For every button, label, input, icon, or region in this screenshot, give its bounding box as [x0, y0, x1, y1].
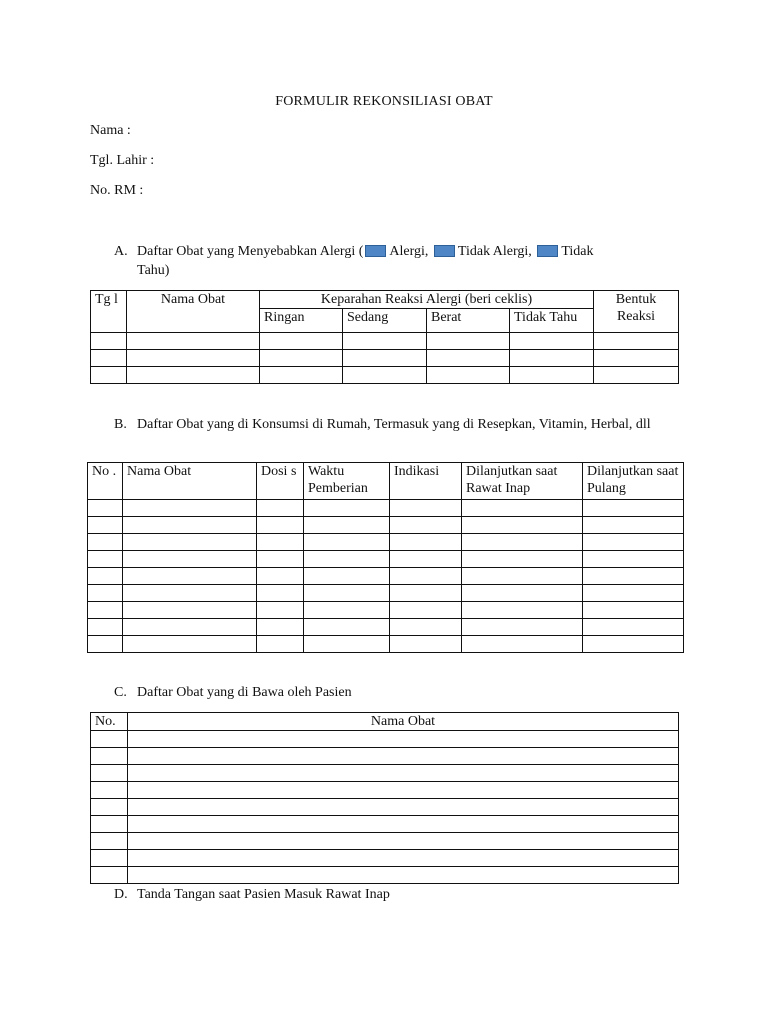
- brought-medication-table: [90, 712, 679, 884]
- table-cell[interactable]: [257, 568, 304, 585]
- table-cell[interactable]: [462, 534, 583, 551]
- table-cell[interactable]: [257, 585, 304, 602]
- table-cell[interactable]: [91, 350, 127, 367]
- table-cell[interactable]: [594, 333, 679, 350]
- table-cell[interactable]: [304, 636, 390, 653]
- table-cell[interactable]: [257, 636, 304, 653]
- table-row: [88, 500, 684, 517]
- table-cell[interactable]: [462, 500, 583, 517]
- header-nama-obat: Nama Obat: [127, 291, 260, 333]
- table-row: [88, 568, 684, 585]
- table-cell[interactable]: [91, 731, 128, 748]
- table-cell[interactable]: [88, 636, 123, 653]
- table-cell[interactable]: [91, 782, 128, 799]
- table-cell[interactable]: [390, 636, 462, 653]
- table-cell[interactable]: [390, 602, 462, 619]
- checkbox-tidak-alergi[interactable]: [434, 245, 455, 257]
- table-row: [88, 636, 684, 653]
- section-d-letter: D.: [114, 887, 128, 902]
- field-nama: Nama :: [90, 123, 131, 138]
- column-header: Waktu Pemberian: [304, 463, 390, 500]
- section-b-text: Daftar Obat yang di Konsumsi di Rumah, Termasuk yang di Resepkan, Vitamin, Herbal, dll: [137, 417, 651, 432]
- table-row: [91, 731, 679, 748]
- column-header: Dosi s: [257, 463, 304, 500]
- checkbox-tidak-tahu[interactable]: [537, 245, 558, 257]
- table-cell[interactable]: [88, 602, 123, 619]
- table-cell[interactable]: [304, 602, 390, 619]
- table-cell[interactable]: [304, 619, 390, 636]
- table-cell[interactable]: [304, 500, 390, 517]
- table-cell[interactable]: [128, 731, 679, 748]
- table-cell[interactable]: [462, 568, 583, 585]
- table-cell[interactable]: [462, 551, 583, 568]
- table-cell[interactable]: [594, 350, 679, 367]
- table-cell[interactable]: [257, 500, 304, 517]
- table-cell[interactable]: [390, 551, 462, 568]
- table-cell[interactable]: [91, 816, 128, 833]
- table-row: [91, 816, 679, 833]
- table-row: [88, 619, 684, 636]
- table-cell[interactable]: [583, 517, 684, 534]
- table-cell[interactable]: [594, 367, 679, 384]
- table-cell[interactable]: [128, 867, 679, 884]
- table-cell[interactable]: [128, 748, 679, 765]
- table-cell[interactable]: [123, 636, 257, 653]
- table-cell[interactable]: [123, 568, 257, 585]
- table-cell[interactable]: [390, 517, 462, 534]
- table-row: [91, 350, 679, 367]
- table-cell[interactable]: [91, 765, 128, 782]
- section-d-text: Tanda Tangan saat Pasien Masuk Rawat Inap: [137, 887, 390, 902]
- section-c-heading: [114, 683, 674, 702]
- section-b-letter: B.: [114, 417, 127, 432]
- table-cell[interactable]: [123, 619, 257, 636]
- table-cell[interactable]: [304, 585, 390, 602]
- table-cell[interactable]: [427, 367, 510, 384]
- table-cell[interactable]: [304, 517, 390, 534]
- column-header: Indikasi: [390, 463, 462, 500]
- table-cell[interactable]: [427, 350, 510, 367]
- table-row: [91, 367, 679, 384]
- table-cell[interactable]: [128, 799, 679, 816]
- checkbox-alergi[interactable]: [365, 245, 386, 257]
- section-c-letter: C.: [114, 685, 127, 700]
- option-alergi: Alergi,: [389, 244, 429, 259]
- table-row: [88, 517, 684, 534]
- table-cell[interactable]: [260, 333, 343, 350]
- table-cell[interactable]: [91, 333, 127, 350]
- header-berat: Berat: [427, 309, 510, 333]
- option-tidak-alergi: Tidak Alergi,: [457, 244, 532, 259]
- table-cell[interactable]: [583, 568, 684, 585]
- header-tgl: Tg l: [91, 291, 127, 333]
- table-cell[interactable]: [510, 367, 594, 384]
- table-cell[interactable]: [304, 568, 390, 585]
- table-cell[interactable]: [260, 350, 343, 367]
- table-cell[interactable]: [462, 619, 583, 636]
- table-cell[interactable]: [91, 833, 128, 850]
- form-title: FORMULIR REKONSILIASI OBAT: [275, 94, 493, 109]
- section-c-text: Daftar Obat yang di Bawa oleh Pasien: [137, 685, 352, 700]
- table-cell[interactable]: [583, 534, 684, 551]
- table-cell[interactable]: [583, 619, 684, 636]
- table-cell[interactable]: [343, 350, 427, 367]
- table-cell[interactable]: [128, 765, 679, 782]
- table-row: [91, 850, 679, 867]
- table-cell[interactable]: [91, 748, 128, 765]
- table-cell[interactable]: [88, 619, 123, 636]
- allergy-table: [90, 290, 679, 384]
- table-cell[interactable]: [390, 619, 462, 636]
- table-cell[interactable]: [583, 602, 684, 619]
- table-cell[interactable]: [88, 517, 123, 534]
- table-cell[interactable]: [127, 350, 260, 367]
- table-cell[interactable]: [88, 585, 123, 602]
- table-cell[interactable]: [91, 850, 128, 867]
- table-cell[interactable]: [91, 367, 127, 384]
- table-cell[interactable]: [123, 602, 257, 619]
- table-row: [91, 782, 679, 799]
- table-cell[interactable]: [427, 333, 510, 350]
- table-cell[interactable]: [91, 799, 128, 816]
- table-row: [88, 602, 684, 619]
- table-cell[interactable]: [123, 551, 257, 568]
- table-cell[interactable]: [462, 517, 583, 534]
- table-cell[interactable]: [462, 585, 583, 602]
- table-cell[interactable]: [128, 833, 679, 850]
- table-cell[interactable]: [343, 333, 427, 350]
- table-cell[interactable]: [462, 636, 583, 653]
- table-cell[interactable]: [343, 367, 427, 384]
- header-ringan: Ringan: [260, 309, 343, 333]
- header-sedang: Sedang: [343, 309, 427, 333]
- column-header: Nama Obat: [128, 713, 679, 731]
- table-row: [91, 833, 679, 850]
- table-cell[interactable]: [257, 619, 304, 636]
- table-cell[interactable]: [128, 816, 679, 833]
- table-cell[interactable]: [583, 636, 684, 653]
- table-row: [91, 748, 679, 765]
- table-cell[interactable]: [583, 551, 684, 568]
- table-cell[interactable]: [127, 367, 260, 384]
- section-a-letter: A.: [114, 244, 128, 259]
- table-cell[interactable]: [257, 534, 304, 551]
- table-row: [88, 551, 684, 568]
- table-cell[interactable]: [304, 534, 390, 551]
- table-cell[interactable]: [257, 602, 304, 619]
- section-d-heading: [114, 885, 674, 904]
- header-keparahan: Keparahan Reaksi Alergi (beri ceklis): [260, 291, 594, 309]
- table-cell[interactable]: [390, 534, 462, 551]
- table-cell[interactable]: [462, 602, 583, 619]
- field-tgl-lahir: Tgl. Lahir :: [90, 153, 155, 168]
- table-cell[interactable]: [88, 551, 123, 568]
- table-row: [91, 867, 679, 884]
- table-cell[interactable]: [127, 333, 260, 350]
- table-cell[interactable]: [390, 585, 462, 602]
- table-cell[interactable]: [128, 782, 679, 799]
- table-row: [88, 534, 684, 551]
- table-cell[interactable]: [583, 585, 684, 602]
- table-cell[interactable]: [390, 568, 462, 585]
- field-no-rm: No. RM :: [90, 183, 144, 198]
- table-cell[interactable]: [88, 568, 123, 585]
- table-cell[interactable]: [510, 350, 594, 367]
- table-cell[interactable]: [88, 500, 123, 517]
- table-cell[interactable]: [123, 534, 257, 551]
- option-tidak-tahu: Tidak: [561, 244, 594, 259]
- column-header: No.: [91, 713, 128, 731]
- column-header: Dilanjutkan saat Rawat Inap: [462, 463, 583, 500]
- table-cell[interactable]: [583, 500, 684, 517]
- home-medication-table: [87, 462, 684, 653]
- header-bentuk-reaksi: Bentuk Reaksi: [594, 291, 679, 333]
- table-row: [88, 585, 684, 602]
- table-cell[interactable]: [123, 500, 257, 517]
- section-a-heading: [114, 242, 674, 280]
- table-cell[interactable]: [123, 585, 257, 602]
- option-tidak-tahu-cont: Tahu): [137, 263, 170, 278]
- section-a-text: Daftar Obat yang Menyebabkan Alergi (: [137, 244, 364, 259]
- table-cell[interactable]: [260, 367, 343, 384]
- section-b-heading: [114, 415, 674, 435]
- table-row: [91, 799, 679, 816]
- table-cell[interactable]: [128, 850, 679, 867]
- table-cell[interactable]: [88, 534, 123, 551]
- column-header: Dilanjutkan saat Pulang: [583, 463, 684, 500]
- column-header: No .: [88, 463, 123, 500]
- table-cell[interactable]: [123, 517, 257, 534]
- table-cell[interactable]: [304, 551, 390, 568]
- table-row: [91, 333, 679, 350]
- table-cell[interactable]: [510, 333, 594, 350]
- table-row: [91, 765, 679, 782]
- table-cell[interactable]: [257, 551, 304, 568]
- table-cell[interactable]: [257, 517, 304, 534]
- table-cell[interactable]: [91, 867, 128, 884]
- column-header: Nama Obat: [123, 463, 257, 500]
- table-cell[interactable]: [390, 500, 462, 517]
- header-tidak-tahu: Tidak Tahu: [510, 309, 594, 333]
